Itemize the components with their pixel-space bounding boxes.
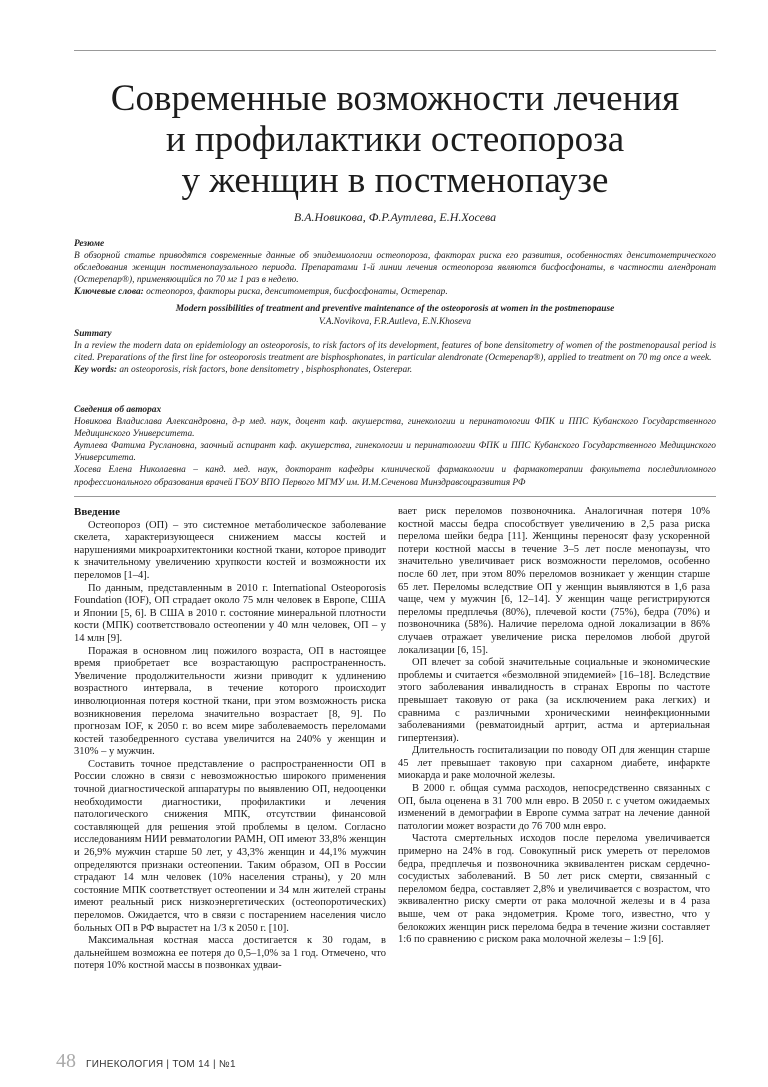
author-entry: Аутлева Фатима Руслановна, заочный аспирант каф. акушерства, гинекологии и перинатологии ФПК и ППС Кубанского Государственного Медицинского Университета. [74,441,716,464]
top-rule [74,50,716,51]
paragraph: ОП влечет за собой значительные социальные и экономические проблемы и считается «безмолвной эпидемией» [16–18]. Вследствие этого заболевания инвалидность в странах Европы по частоте превышает таковую от рака (за исключением рака легких) и сравнима с различными хроническими неинфекционными заболеваниями (ревматоидный артрит, астма и артериальная гипертензия). [398,657,710,744]
resume-keywords: остеопороз, факторы риска, денситометрия, бисфосфонаты, Остерепар. [146,287,448,298]
summary-heading: Summary [74,328,112,339]
author-entry: Новикова Владислава Александровна, д-р мед. наук, доцент каф. акушерства, гинекологии и перинатологии ФПК и ППС Кубанского Государственного Медицинского Университета. [74,417,716,440]
english-authors: V.A.Novikova, F.R.Autleva, E.N.Khoseva [318,316,472,327]
section-divider [74,496,716,497]
section-heading: Введение [74,506,121,518]
paragraph: Длительность госпитализации по поводу ОП для женщин старше 45 лет превышает таковую при сахарном диабете, инфаркте миокарда и раке молочной железы. [398,745,710,782]
resume-text: В обзорной статье приводятся современные данные об эпидемиологии остеопороза, факторах риска его развития, особенностях денситометрического обследования женщин постменопаузального периода. Препаратами 1-й линии лечения остеопороза являются бисфосфонаты, в частности алендронат (Остерепар®), применяющийся по 70 мг 1 раз в неделю. [74,251,716,286]
english-title: Modern possibilities of treatment and preventive maintenance of the osteoporosis at women in the postmenopause [175,304,615,315]
article-title [74,78,716,201]
page-number: 48 [56,1050,76,1072]
authors-info-heading: Сведения об авторах [74,405,162,415]
title-line: у женщин в постменопаузе [181,160,609,201]
left-column [74,506,386,973]
page-footer [56,1050,236,1073]
paragraph: По данным, представленным в 2010 г. International Osteoporosis Foundation (IOF), ОП страдает около 75 млн человек в Европе, США и Японии [5, 6]. В США в 2010 г. состояние минеральной плотности кости (МПК) соответствовало остеопении у 40 млн человек, ОП – у 14 млн [9]. [74,582,386,644]
resume-keywords-label: Ключевые слова: [74,287,144,298]
title-line: Современные возможности лечения [110,78,680,119]
abstract-block [74,238,716,376]
author-entry: Хосева Елена Николаевна – канд. мед. наук, докторант кафедры клинической фармакологии и фармакотерапии факультета последипломного профессионального образования врачей ГБОУ ВПО Первого МГМУ им. И.М.Сеченова Минздравсоцразвития РФ [74,465,716,488]
paragraph: вает риск переломов позвоночника. Аналогичная потеря 10% костной массы бедра способствует увеличению в 2,5 раза риска перелома шейки бедра [11]. Женщины переносят фазу ускоренной потери костной массы в течение 3–5 лет после менопаузы, что значительно увеличивает риск возможности переломов, особенно после 60 лет, при этом 80% переломов возникает у женщин старше 65 лет. Переломы вследствие ОП у женщин выявляются в 1,6 раза чаще, чем у мужчин [6, 12–14]. У женщин чаще регистрируются переломы предплечья (80%), плечевой кости (75%), бедра (70%) и позвоночника (58%). Наличие перелома одной локализации в 86% случаев отражает увеличение риска переломов любой другой локализации [6, 15]. [398,506,710,656]
resume-heading: Резюме [74,239,105,249]
authors-info [74,404,716,489]
paragraph: Частота смертельных исходов после перелома увеличивается примерно на 24% в год. Совокупный риск умереть от переломов бедра, предплечья и позвоночника эквивалентен рискам сердечно-сосудистых заболеваний. В 50 лет риск смерти, связанный с переломом бедра, составляет 2,8% и увеличивается с возрастом, что эквивалентно риску смерти от рака молочной железы и в 4 раза выше, чем от рака эндометрия. Кроме того, известно, что у белокожих женщин риск перелома бедра в течение жизни составляет 1:6 по сравнению с риском рака молочной железы – 1:9 [6]. [398,833,710,946]
journal-name: ГИНЕКОЛОГИЯ | ТОМ 14 | №1 [86,1059,236,1070]
summary-keywords: an osteoporosis, risk factors, bone densitometry , bisphosphonates, Osterepar. [119,364,413,375]
title-line: и профилактики остеопороза [165,119,625,160]
paragraph: В 2000 г. общая сумма расходов, непосредственно связанных с ОП, была оценена в 31 700 млн евро. В 2050 г. с учетом ожидаемых изменений в демографии в Европе сумма затрат на лечение данной патологии может возрасти до 76 700 млн евро. [398,783,710,832]
paragraph: Составить точное представление о распространенности ОП в России сложно в связи с невозможностью широкого применения точной диагностической аппаратуры по выявлению ОП, недооценки необходимости диагностики, профилактики и лечения патологического снижения МПК, отсутствии финансовой составляющей для решения этой проблемы в целом. Согласно исследованиям НИИ ревматологии РАМН, ОП имеют 33,8% женщин и 26,9% мужчин старше 50 лет, у 43,3% женщин и 44,1% мужчин определяются признаки остеопении. Таким образом, ОП в России страдают 14 млн человек (10% населения страны), у 20 млн состояние МПК соответствует остеопении и 34 млн жителей страны имеют реальный риск низкоэнергетических (остеопоротических) переломов. Ожидается, что в связи с постарением населения число больных ОП в РФ вырастет на 1/3 к 2050 г. [10]. [74,758,386,934]
paragraph: Остеопороз (ОП) – это системное метаболическое заболевание скелета, характеризующееся снижением массы костей и нарушениями микроархитектоники костной ткани, которое приводит к значительному увеличению хрупкости костей и возможности их переломов [1–4]. [74,519,386,581]
right-column [398,506,710,947]
summary-text: In a review the modern data on epidemiology an osteoporosis, to risk factors of its development, features of bone densitometry of women of the postmenopausal period is cited. Preparations of the first line for osteoporosis treatment are bisphosphonates, in particular alendronate (Остерепар®), applied to treatment on 70 mg once a week. [74,340,716,363]
paragraph: Максимальная костная масса достигается к 30 годам, в дальнейшем возможна ее потеря до 0,5–1,0% за 1 год. Отмечено, что потеря 10% костной массы в позвонках удваи- [74,935,386,972]
authors: В.А.Новикова, Ф.Р.Аутлева, Е.Н.Хосева [293,210,497,224]
summary-keywords-label: Key words: [74,364,117,375]
paragraph: Поражая в основном лиц пожилого возраста, ОП в настоящее время приобретает все возрастающую распространенность. Увеличение продолжительности жизни приводит к удлинению возрастного интервала, в течение которого происходит инволюционная потеря костной ткани, при этом возможность риска возникновения перелома значительно возрастает [8, 9]. По прогнозам IOF, к 2050 г. во всем мире заболеваемость переломами костей тазобедренного сустава увеличится на 240% у женщин и 310% – у мужчин. [74,645,386,758]
